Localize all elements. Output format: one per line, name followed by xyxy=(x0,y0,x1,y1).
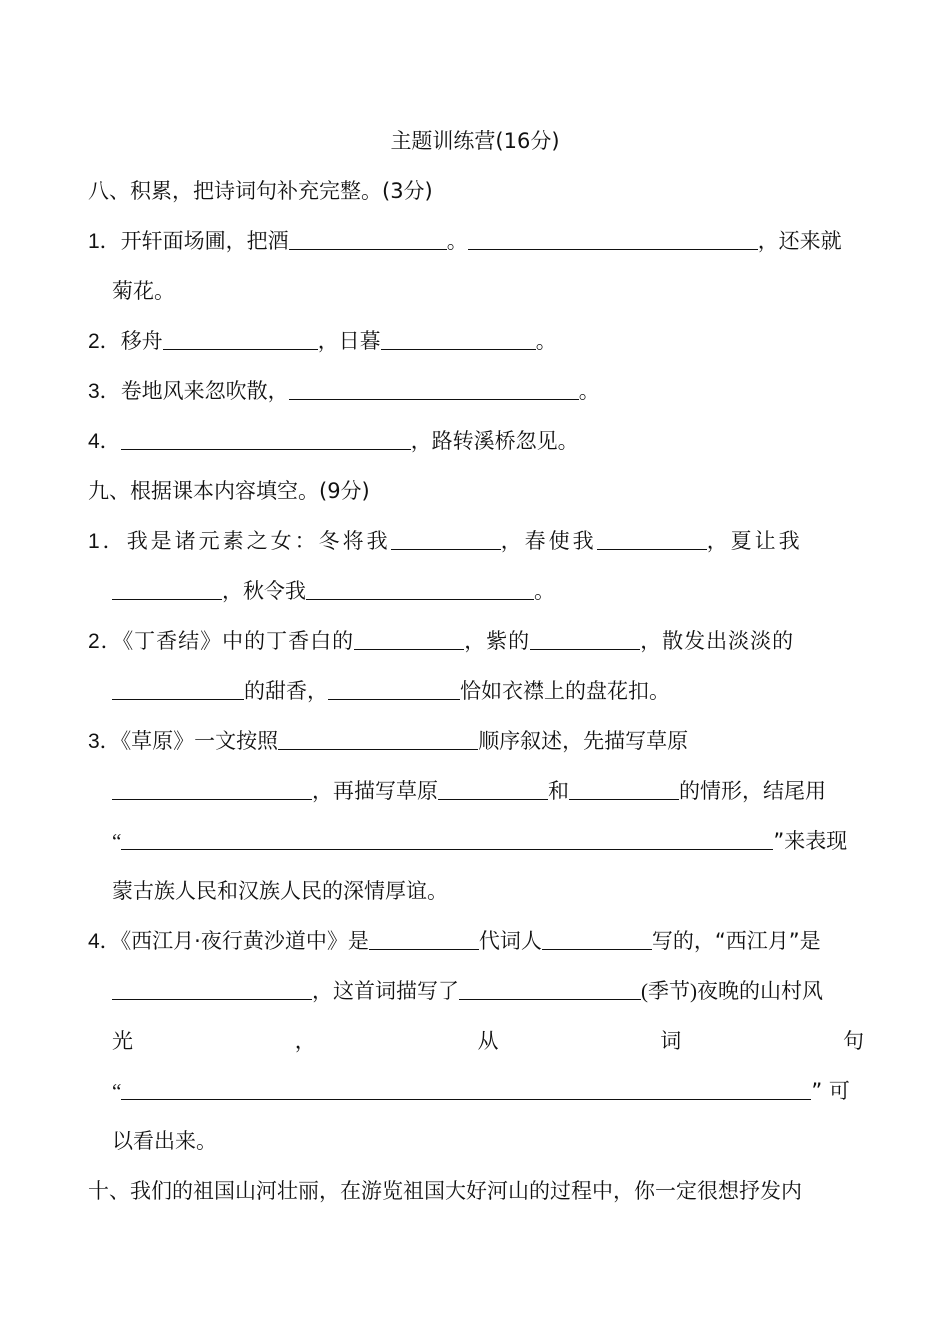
s9-q1-blank-2[interactable] xyxy=(597,527,707,550)
s9-q1-text-e: 。 xyxy=(534,579,555,603)
s8-q3-text-b: 。 xyxy=(578,379,600,403)
s9-q2-blank-1[interactable] xyxy=(354,627,464,650)
s9-q1-line1 xyxy=(88,526,803,557)
s9-q4-line3 xyxy=(112,1026,864,1056)
s9-q1-text-b: ，春使我 xyxy=(500,529,597,553)
s9-q3-text-a: 《草原》一文按照 xyxy=(120,729,279,753)
s8-q1-line2: 菊花。 xyxy=(112,279,175,303)
s8-q1-line1 xyxy=(88,226,842,257)
s9-q1-blank-3[interactable] xyxy=(112,577,222,600)
s9-q4-char-2: ， xyxy=(294,1029,316,1053)
s8-q4-text-a: ，路转溪桥忽见。 xyxy=(410,429,579,453)
s9-q4-text-a: 《西江月·夜行黄沙道中》是 xyxy=(120,929,369,953)
s9-q3-text-d: 和 xyxy=(548,779,569,803)
s9-q1-number: 1． xyxy=(88,530,127,553)
s8-q2-text-a: 移舟 xyxy=(120,329,163,353)
s9-q2-blank-2[interactable] xyxy=(530,627,640,650)
s8-q3-number: 3． xyxy=(88,380,121,403)
s9-q4-text-b: 代词人 xyxy=(478,929,542,953)
s8-q1-blank-2[interactable] xyxy=(468,227,758,250)
s9-q3-blank-4[interactable] xyxy=(569,777,679,800)
s8-q3 xyxy=(88,376,600,407)
s9-q3-open-quote: “ xyxy=(112,829,122,853)
s9-q1-text-d: ，秋令我 xyxy=(222,579,306,603)
s9-q4-season-hint: (季节) xyxy=(641,979,697,1003)
s9-q2-line1 xyxy=(88,626,794,657)
s9-q2-text-a: 《丁香结》中的丁香白的 xyxy=(122,629,355,653)
s9-q1-blank-4[interactable] xyxy=(306,577,534,600)
s8-q1-text-a: 开轩面场圃，把酒 xyxy=(120,229,289,253)
s8-q1-text-c: ，还来就 xyxy=(757,229,842,253)
s9-q4-blank-1[interactable] xyxy=(369,927,479,950)
s9-q4-blank-5[interactable] xyxy=(121,1077,811,1100)
s9-q1-text-a: 我是诸元素之女：冬将我 xyxy=(126,529,391,553)
s9-q2-text-c: ，散发出淡淡的 xyxy=(640,629,795,653)
s9-q4-line2 xyxy=(112,976,823,1006)
s8-q4-number: 4． xyxy=(88,430,121,453)
s9-q4-text-f: 夜晚的山村风 xyxy=(697,979,823,1003)
section-10-heading: 十、我们的祖国山河壮丽，在游览祖国大好河山的过程中，你一定很想抒发内 xyxy=(88,1179,802,1203)
section-8-heading: 八、积累，把诗词句补充完整。(3分) xyxy=(88,179,433,203)
s9-q3-text-g: ”来表现 xyxy=(773,829,848,853)
s9-q4-line4 xyxy=(112,1076,850,1106)
s9-q4-blank-4[interactable] xyxy=(459,977,641,1000)
s9-q3-line4: 蒙古族人民和汉族人民的深情厚谊。 xyxy=(112,879,448,903)
s9-q4-blank-2[interactable] xyxy=(542,927,652,950)
page-title: 主题训练营(16分) xyxy=(390,129,560,153)
s9-q3-blank-5[interactable] xyxy=(121,827,773,850)
s9-q3-number: 3． xyxy=(88,730,121,753)
s8-q1-number: 1． xyxy=(88,230,121,253)
s9-q2-blank-3[interactable] xyxy=(112,677,244,700)
s9-q4-open-quote: “ xyxy=(112,1079,122,1103)
s9-q4-text-d: ，这首词描写了 xyxy=(312,979,459,1003)
s8-q2-blank-2[interactable] xyxy=(381,327,536,350)
s9-q4-number: 4． xyxy=(88,930,121,953)
s9-q3-blank-2[interactable] xyxy=(112,777,312,800)
s9-q4-char-4: 词 xyxy=(660,1029,682,1053)
s9-q3-line2 xyxy=(112,776,826,806)
s9-q4-line5: 以看出来。 xyxy=(112,1129,217,1153)
s9-q3-line3 xyxy=(112,826,847,856)
s9-q4-char-1: 光 xyxy=(112,1029,133,1053)
s8-q4-blank-1[interactable] xyxy=(121,427,411,450)
s9-q4-char-3: 从 xyxy=(477,1029,499,1053)
s9-q2-line2 xyxy=(112,676,670,706)
s9-q4-blank-3[interactable] xyxy=(112,977,312,1000)
s9-q3-text-b: 顺序叙述，先描写草原 xyxy=(478,729,689,753)
s9-q4-line1 xyxy=(88,926,821,957)
s9-q1-blank-1[interactable] xyxy=(391,527,501,550)
s8-q2 xyxy=(88,326,557,357)
s9-q2-number: 2． xyxy=(88,630,123,653)
s9-q2-text-d: 的甜香， xyxy=(244,679,328,703)
s9-q3-blank-1[interactable] xyxy=(278,727,478,750)
s8-q1-blank-1[interactable] xyxy=(289,227,447,250)
s9-q1-line2 xyxy=(112,576,555,606)
s8-q2-text-b: ，日暮 xyxy=(317,329,381,353)
s9-q2-text-e: 恰如衣襟上的盘花扣。 xyxy=(460,679,670,703)
s9-q1-text-c: ，夏让我 xyxy=(706,529,803,553)
s8-q2-number: 2． xyxy=(88,330,121,353)
s8-q3-text-a: 卷地风来忽吹散， xyxy=(120,379,289,403)
s9-q3-text-e: 的情形，结尾用 xyxy=(679,779,826,803)
section-9-heading: 九、根据课本内容填空。(9分) xyxy=(88,479,370,503)
s8-q2-blank-1[interactable] xyxy=(163,327,318,350)
s9-q3-blank-3[interactable] xyxy=(438,777,548,800)
s8-q4 xyxy=(88,426,579,457)
s9-q4-char-5: 句 xyxy=(843,1029,864,1053)
s9-q4-text-i: ” 可 xyxy=(811,1079,850,1103)
s9-q3-line1 xyxy=(88,726,688,757)
s8-q3-blank-1[interactable] xyxy=(289,377,579,400)
s9-q2-text-b: ，紫的 xyxy=(464,629,531,653)
s9-q3-text-c: ，再描写草原 xyxy=(312,779,438,803)
s8-q1-text-b: 。 xyxy=(446,229,468,253)
s8-q2-text-c: 。 xyxy=(535,329,557,353)
s9-q2-blank-4[interactable] xyxy=(328,677,460,700)
s9-q4-text-c: 写的，“西江月”是 xyxy=(651,929,821,953)
